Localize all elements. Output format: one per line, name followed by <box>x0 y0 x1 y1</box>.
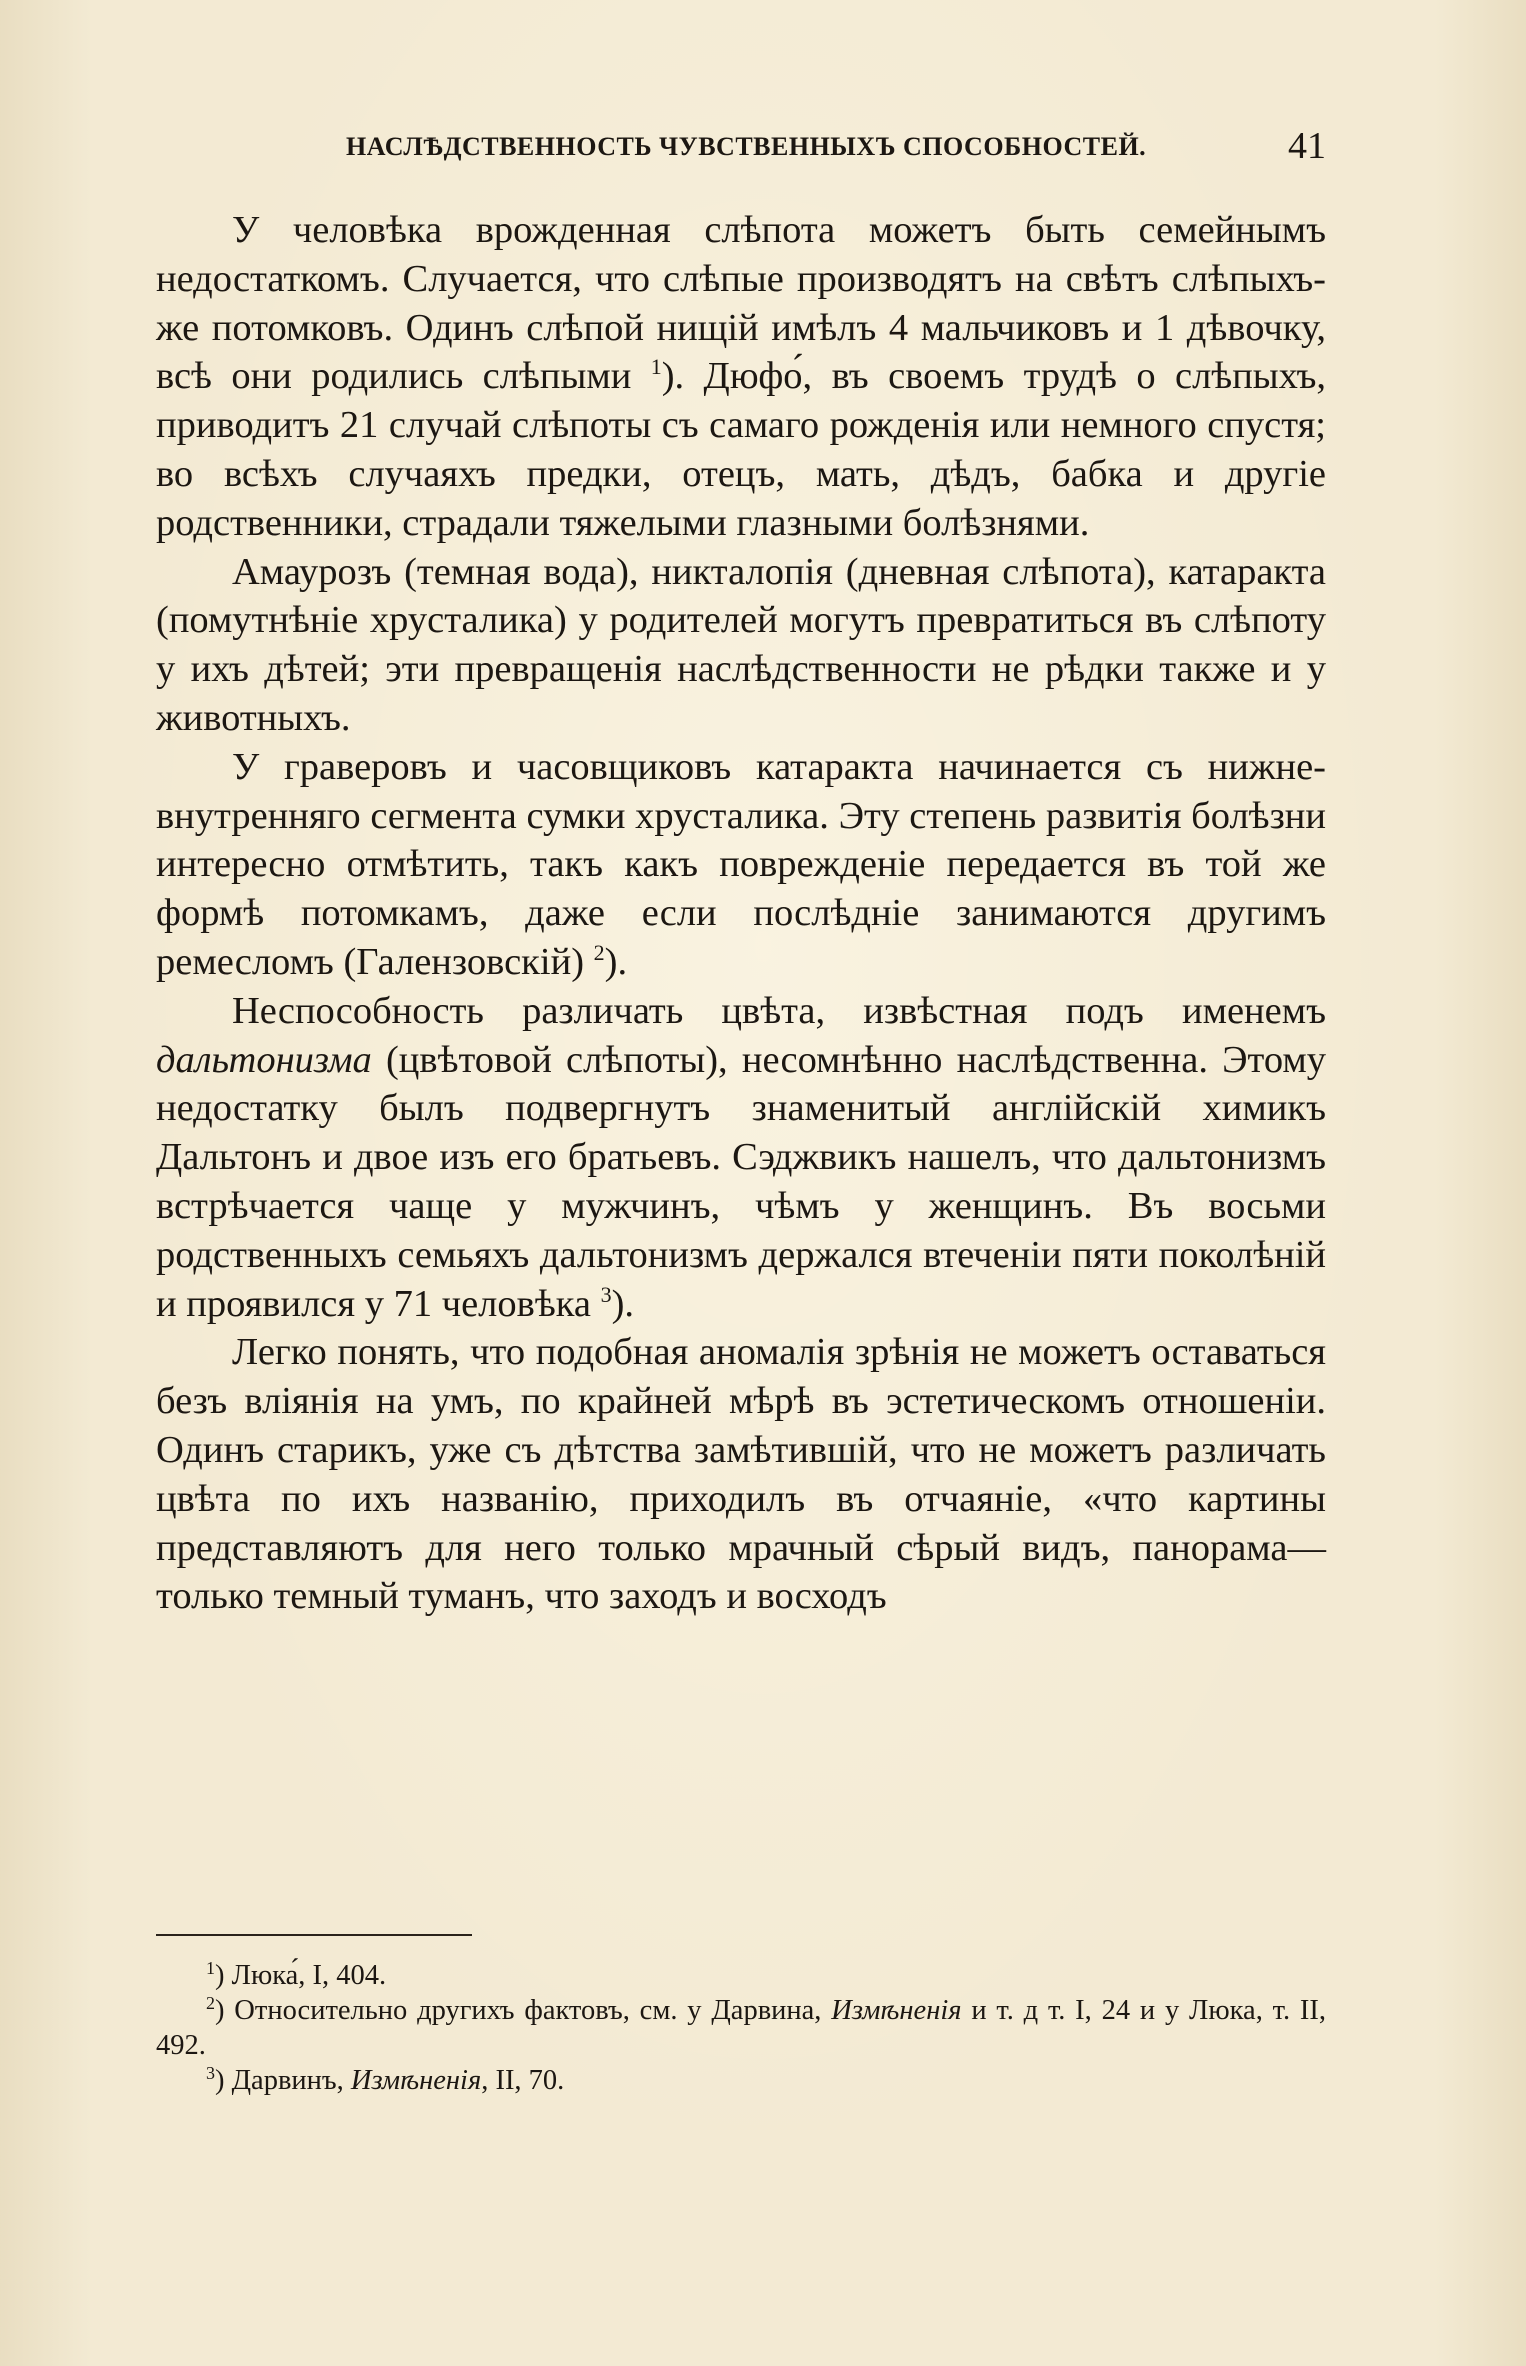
footnote-2-text-a: ) Относительно другихъ фактовъ, см. у Дарвина, <box>215 1995 832 2026</box>
paragraph-4 <box>156 987 1326 1329</box>
footnote-2 <box>156 1993 1326 2063</box>
footnote-3 <box>156 2063 1326 2098</box>
footnote-2-text-b: и т. д т. I, 24 и у Люка, т. II, 492. <box>156 1995 1326 2061</box>
paragraph-4-italic-term: дальтонизма <box>156 1038 372 1081</box>
footnote-ref-1: 1 <box>650 354 662 380</box>
footnote-3-text-a: ) Дарвинъ, <box>215 2065 351 2096</box>
footnote-divider <box>156 1934 472 1936</box>
paragraph-2: Амаурозъ (темная вода), никталопія (дневная слѣпота), катаракта (помутнѣніе хрусталика) у родителей могутъ превратиться въ слѣпоту у ихъ дѣтей; эти превращенія наслѣдственности не рѣдки также и у животныхъ. <box>156 550 1326 739</box>
footnote-ref-3: 3 <box>600 1281 612 1307</box>
footnote-2-italic-title: Измѣненія <box>831 1995 962 2026</box>
paragraph-5: Легко понять, что подобная аномалія зрѣнія не можетъ оставаться безъ вліянія на умъ, по крайней мѣрѣ въ эстетическомъ отношеніи. Одинъ старикъ, уже съ дѣтства замѣтившій, что не можетъ различать цвѣта по ихъ названію, приходилъ въ отчаяніе, «что картины представляютъ для него только мрачный сѣрый видъ, панорама—только темный туманъ, что заходъ и восходъ <box>156 1331 1326 1618</box>
footnote-3-italic-title: Измѣненія <box>350 2065 482 2096</box>
footnote-1-text: ) Люка́, I, 404. <box>215 1960 387 1991</box>
paragraph-4-text-c: ). <box>611 1282 635 1325</box>
footnote-3-text-b: , II, 70. <box>481 2065 565 2096</box>
footnote-2-mark: 2 <box>206 1993 215 2013</box>
main-text <box>156 206 1326 1621</box>
footnote-1-mark: 1 <box>206 1958 215 1978</box>
paragraph-1-text-b: ). Дюфо́, въ своемъ трудѣ о слѣпыхъ, приводитъ 21 случай слѣпоты съ самаго рожденія или немного спустя; во всѣхъ случаяхъ предки, отецъ, мать, дѣдъ, бабка и другіе родственники, страдали тяжелыми глазными болѣзнями. <box>156 355 1326 544</box>
paragraph-3-text-a: У граверовъ и часовщиковъ катаракта начинается съ нижне-внутренняго сегмента сумки хрусталика. Эту степень развитія болѣзни интересно отмѣтить, такъ какъ поврежденіе передается въ той же формѣ потомкамъ, даже если послѣдніе занимаются другимъ ремесломъ (Галензовскій) <box>156 745 1326 983</box>
paragraph-4-text-a: Неспособность различать цвѣта, извѣстная подъ именемъ <box>232 989 1326 1032</box>
page-number: 41 <box>1288 125 1326 167</box>
page-header <box>156 124 1326 168</box>
footnotes <box>156 1958 1326 2098</box>
footnote-ref-2: 2 <box>593 939 605 965</box>
paragraph-1 <box>156 206 1326 548</box>
paragraph-4-text-b: (цвѣтовой слѣпоты), несомнѣнно наслѣдственна. Этому недостатку былъ подвергнутъ знаменитый англійскій химикъ Дальтонъ и двое изъ его братьевъ. Сэджвикъ нашелъ, что дальтонизмъ встрѣчается чаще у мужчинъ, чѣмъ у женщинъ. Въ восьми родственныхъ семьяхъ дальтонизмъ держался втеченіи пяти поколѣній и проявился у 71 человѣка <box>156 1038 1326 1325</box>
footnote-3-mark: 3 <box>206 2063 215 2083</box>
paragraph-3-text-b: ). <box>604 940 628 983</box>
footnote-1 <box>156 1958 1326 1993</box>
paragraph-3 <box>156 743 1326 987</box>
running-title: НАСЛѢДСТВЕННОСТЬ ЧУВСТВЕННЫХЪ СПОСОБНОСТЕЙ. <box>346 132 1147 161</box>
paragraph-1-text-a: У человѣка врожденная слѣпота можетъ быть семейнымъ недостаткомъ. Случается, что слѣпые производятъ на свѣтъ слѣпыхъ-же потомковъ. Одинъ слѣпой нищій имѣлъ 4 мальчиковъ и 1 дѣвочку, всѣ они родились слѣпыми <box>156 209 1326 398</box>
